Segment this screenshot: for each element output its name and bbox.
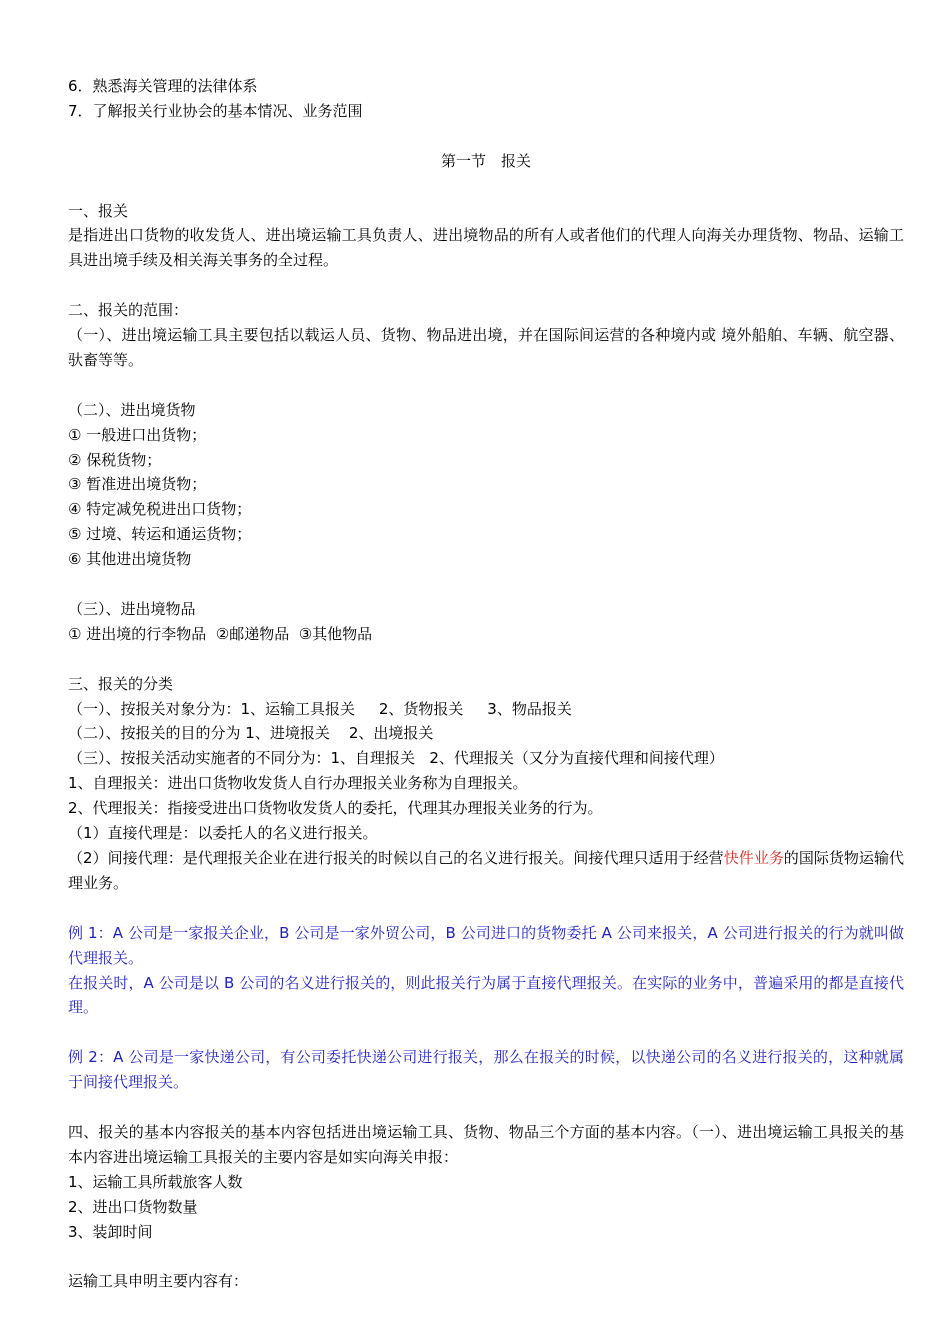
s4-item: 1、运输工具所载旅客人数: [68, 1172, 243, 1191]
s3-line: （1）直接代理是：以委托人的名义进行报关。: [68, 824, 378, 843]
s2-heading: 二、报关的范围：: [68, 301, 189, 320]
list-item: ① 一般进口出货物；: [68, 425, 207, 444]
s2-p2-heading: （二）、进出境货物: [68, 400, 196, 419]
spacer: [68, 1244, 904, 1269]
s4-body: 四、报关的基本内容报关的基本内容包括进出境运输工具、货物、物品三个方面的基本内容。（一）、进出境运输工具报关的基本内容进出境运输工具报关的主要内容是如实向海关申报：: [68, 1122, 904, 1166]
s3-line: （一）、按报关对象分为：1、运输工具报关 2、货物报关 3、物品报关: [68, 699, 572, 718]
s3-line: （二）、按报关的目的分为 1、进境报关 2、出境报关: [68, 724, 434, 743]
s3-line: 1、自理报关：进出口货物收发货人自行办理报关业务称为自理报关。: [68, 774, 528, 793]
document-page: [68, 74, 904, 1294]
spacer: [68, 124, 904, 149]
spacer: [68, 572, 904, 597]
s4-item: 3、装卸时间: [68, 1222, 153, 1241]
s2-p3-items: ① 进出境的行李物品 ②邮递物品 ③其他物品: [68, 624, 373, 643]
spacer: [68, 373, 904, 398]
spacer: [68, 1095, 904, 1120]
list-item: ③ 暂准进出境货物；: [68, 475, 207, 494]
s3-indirect-agency: [68, 846, 904, 896]
s3-heading: 三、报关的分类: [68, 674, 174, 693]
indirect-text-pre: （2）间接代理：是代理报关企业在进行报关的时候以自己的名义进行报关。间接代理只适用于经营: [68, 849, 724, 867]
intro-line-6: 6．熟悉海关管理的法律体系: [68, 77, 258, 95]
s3-line: （三）、按报关活动实施者的不同分为：1、自理报关 2、代理报关（又分为直接代理和间接代理）: [68, 749, 724, 768]
example-1: 例 1：A 公司是一家报关企业，B 公司是一家外贸公司，B 公司进口的货物委托 A 公司来报关，A 公司进行报关的行为就叫做代理报关。: [68, 923, 904, 967]
s2-p3-heading: （三）、进出境物品: [68, 599, 196, 618]
list-item: ⑤ 过境、转运和通运货物；: [68, 525, 252, 544]
spacer: [68, 174, 904, 199]
spacer: [68, 647, 904, 672]
s1-body: 是指进出口货物的收发货人、进出境运输工具负责人、进出境物品的所有人或者他们的代理人向海关办理货物、物品、运输工具进出境手续及相关海关事务的全过程。: [68, 226, 904, 270]
s1-heading: 一、报关: [68, 201, 129, 220]
s2-p1: （一）、进出境运输工具主要包括以载运人员、货物、物品进出境，并在国际间运营的各种境内或 境外船舶、车辆、航空器、驮畜等等。: [68, 326, 904, 369]
spacer: [68, 273, 904, 298]
spacer: [68, 896, 904, 921]
list-item: ② 保税货物；: [68, 450, 162, 469]
s4-item: 2、进出口货物数量: [68, 1197, 198, 1216]
list-item: ④ 特定减免税进出口货物；: [68, 500, 252, 519]
highlight-express-business: 快件业务: [723, 849, 784, 867]
example-1-note: 在报关时，A 公司是以 B 公司的名义进行报关的，则此报关行为属于直接代理报关。在实际的业务中，普遍采用的都是直接代理。: [68, 973, 904, 1017]
s4-closing: 运输工具申明主要内容有：: [68, 1272, 249, 1291]
intro-line-7: 7．了解报关行业协会的基本情况、业务范围: [68, 101, 363, 120]
section-title: 第一节 报关: [440, 151, 531, 170]
s3-line: 2、代理报关：指接受进出口货物收发货人的委托，代理其办理报关业务的行为。: [68, 799, 603, 818]
spacer: [68, 1020, 904, 1045]
list-item: ⑥ 其他进出境货物: [68, 550, 192, 569]
example-2: 例 2：A 公司是一家快递公司，有公司委托快递公司进行报关，那么在报关的时候，以快递公司的名义进行报关的，这种就属于间接代理报关。: [68, 1048, 904, 1092]
indirect-text-post: 的国际货物运输代理业务。: [68, 849, 904, 892]
